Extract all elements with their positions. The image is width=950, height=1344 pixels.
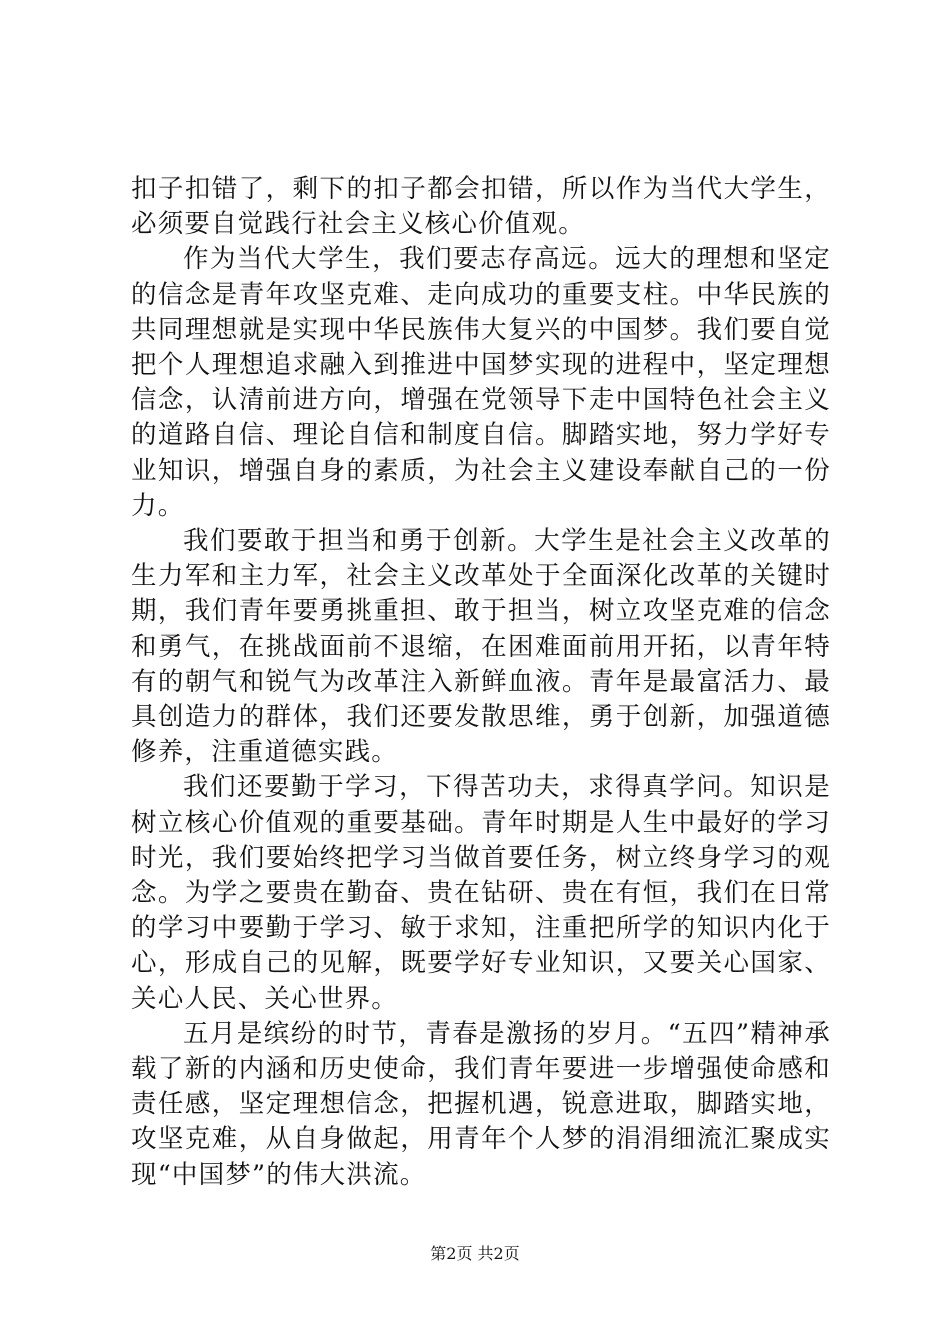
page-number-footer: 第2页 共2页 bbox=[430, 1244, 520, 1263]
document-body bbox=[131, 172, 831, 1193]
paragraph-2: 作为当代大学生，我们要志存高远。远大的理想和坚定的信念是青年攻坚克难、走向成功的重要支柱。中华民族的共同理想就是实现中华民族伟大复兴的中国梦。我们要自觉把个人理想追求融入到推进中国梦实现的进程中，坚定理想信念，认清前进方向，增强在党领导下走中国特色社会主义的道路自信、理论自信和制度自信。脚踏实地，努力学好专业知识，增强自身的素质，为社会主义建设奉献自己的一份力。 bbox=[131, 244, 831, 521]
paragraph-5: 五月是缤纷的时节，青春是激扬的岁月。“五四”精神承载了新的内涵和历史使命，我们青年要进一步增强使命感和责任感，坚定理想信念，把握机遇，锐意进取，脚踏实地，攻坚克难，从自身做起，用青年个人梦的涓涓细流汇聚成实现“中国梦”的伟大洪流。 bbox=[131, 1018, 831, 1190]
paragraph-3: 我们要敢于担当和勇于创新。大学生是社会主义改革的生力军和主力军，社会主义改革处于全面深化改革的关键时期，我们青年要勇挑重担、敢于担当，树立攻坚克难的信念和勇气，在挑战面前不退缩，在困难面前用开拓，以青年特有的朝气和锐气为改革注入新鲜血液。青年是最富活力、最具创造力的群体，我们还要发散思维，勇于创新，加强道德修养，注重道德实践。 bbox=[131, 526, 831, 768]
paragraph-1: 扣子扣错了，剩下的扣子都会扣错，所以作为当代大学生，必须要自觉践行社会主义核心价值观。 bbox=[131, 174, 831, 240]
paragraph-4: 我们还要勤于学习，下得苦功夫，求得真学问。知识是树立核心价值观的重要基础。青年时期是人生中最好的学习时光，我们要始终把学习当做首要任务，树立终身学习的观念。为学之要贵在勤奋、贵在钻研、贵在有恒，我们在日常的学习中要勤于学习、敏于求知，注重把所学的知识内化于心，形成自己的见解，既要学好专业知识，又要关心国家、关心人民、关心世界。 bbox=[131, 772, 831, 1014]
